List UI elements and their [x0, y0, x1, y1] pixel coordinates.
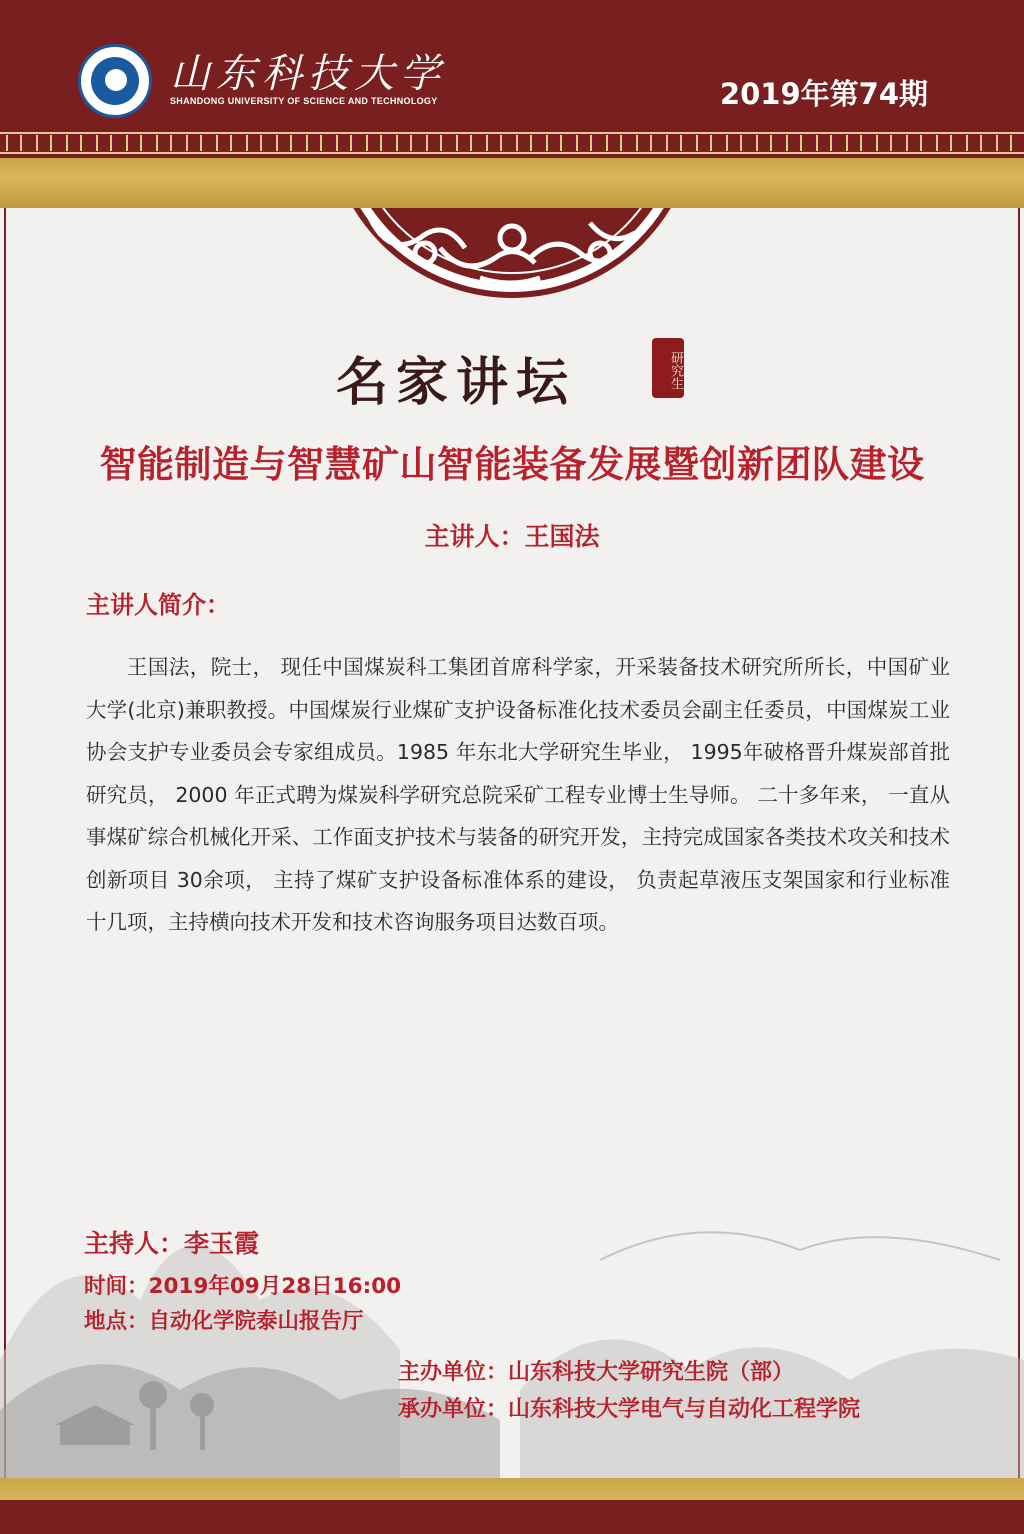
bio-heading: 主讲人简介： — [86, 591, 230, 619]
gold-band — [0, 158, 1024, 208]
fret-border — [0, 128, 1024, 158]
header-banner — [0, 0, 1024, 128]
forum-title: 名家讲坛 — [336, 353, 577, 413]
school-name-en: SHANDONG UNIVERSITY OF SCIENCE AND TECHNOLOGY — [170, 96, 438, 106]
university-logo — [78, 44, 152, 118]
footer-gold-band — [0, 1478, 1024, 1500]
decorative-medallion — [330, 208, 694, 303]
place-line: 地点：自动化学院泰山报告厅 — [84, 1309, 364, 1334]
graduate-seal: 研究生 — [652, 338, 684, 398]
speaker-line: 主讲人：王国法 — [424, 522, 600, 551]
footer-banner — [0, 1500, 1024, 1534]
time-line: 时间：2019年09月28日16:00 — [84, 1274, 402, 1299]
issue-number: 2019年第74期 — [719, 77, 928, 111]
lecture-title: 智能制造与智慧矿山智能装备发展暨创新团队建设 — [99, 443, 925, 486]
bio-text: 王国法，院士， 现任中国煤炭科工集团首席科学家，开采装备技术研究所所长，中国矿业大学(北京)兼职教授。中国煤炭行业煤矿支护设备标准化技术委员会副主任委员，中国煤炭工业协会支护专业委员会专家组成员。1985 年东北大学研究生毕业， 1995年破格晋升煤炭部首批研究员， 2000 年正式聘为煤炭科学研究总院采矿工程专业博士生导师。 二十多年来， 一直从事煤矿综合机械化开采、工作面支护技术与装备的研究开发，主持完成国家各类技术攻关和技术创新项目 30余项， 主持了煤矿支护设备标准体系的建设， 负责起草液压支架国家和行业标准十几项，主持横向技术开发和技术咨询服务项目达数百项。 — [86, 655, 950, 934]
co-organizer-line: 承办单位：山东科技大学电气与自动化工程学院 — [398, 1397, 861, 1422]
host-line: 主持人：李玉霞 — [84, 1229, 260, 1258]
organizer-line: 主办单位：山东科技大学研究生院（部） — [398, 1360, 795, 1385]
school-name-cn: 山东科技大学 — [170, 51, 446, 97]
